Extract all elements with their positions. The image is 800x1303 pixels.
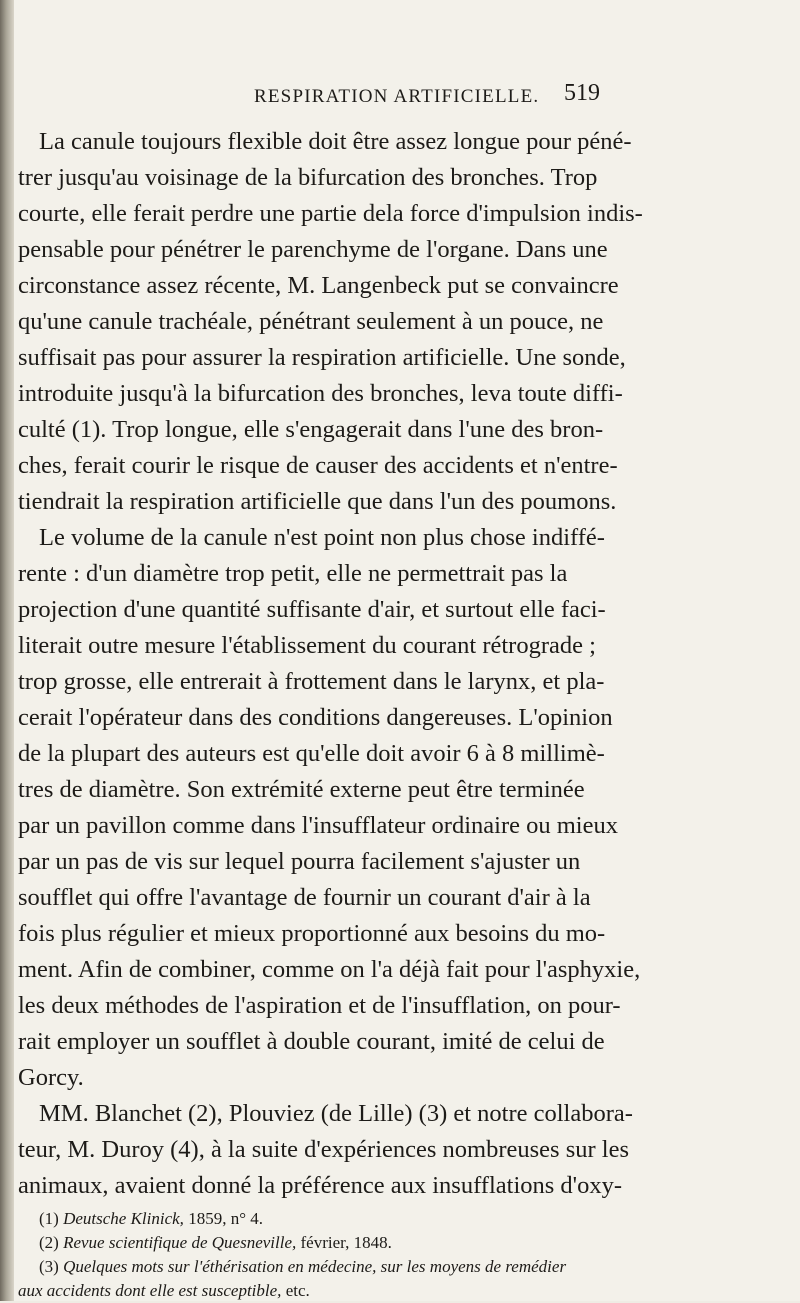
footnote-rest: etc. <box>281 1281 310 1300</box>
text-line: projection d'une quantité suffisante d'air, et surtout elle faci- <box>18 596 606 623</box>
footnote-title: Revue scientifique de Quesneville, <box>63 1233 297 1252</box>
footnote-number: (3) <box>39 1257 59 1276</box>
footnote-number: (2) <box>39 1233 59 1252</box>
text-line: suffisait pas pour assurer la respiration artificielle. Une sonde, <box>18 344 626 371</box>
footnote <box>39 1255 566 1279</box>
text-line: ches, ferait courir le risque de causer des accidents et n'entre- <box>18 452 618 479</box>
text-line: courte, elle ferait perdre une partie dela force d'impulsion indis- <box>18 200 643 227</box>
text-line: culté (1). Trop longue, elle s'engagerait dans l'une des bron- <box>18 416 604 443</box>
text-line: fois plus régulier et mieux proportionné aux besoins du mo- <box>18 920 606 947</box>
footnote-number: (1) <box>39 1209 59 1228</box>
binding-edge <box>0 0 14 1301</box>
text-line: Gorcy. <box>18 1064 84 1091</box>
text-line: qu'une canule trachéale, pénétrant seulement à un pouce, ne <box>18 308 604 335</box>
text-line: cerait l'opérateur dans des conditions dangereuses. L'opinion <box>18 704 613 731</box>
text-line: animaux, avaient donné la préférence aux insufflations d'oxy- <box>18 1172 622 1199</box>
text-line: trer jusqu'au voisinage de la bifurcation des bronches. Trop <box>18 164 598 191</box>
footnote-rest: 1859, n° 4. <box>183 1209 263 1228</box>
page-number: 519 <box>564 80 600 106</box>
text-line: par un pavillon comme dans l'insufflateur ordinaire ou mieux <box>18 812 618 839</box>
footnote <box>39 1207 263 1231</box>
text-line: introduite jusqu'à la bifurcation des bronches, leva toute diffi- <box>18 380 623 407</box>
text-line: literait outre mesure l'établissement du courant rétrograde ; <box>18 632 596 659</box>
running-head <box>14 80 800 116</box>
footnote-title: Quelques mots sur l'éthérisation en médecine, sur les moyens de remédier <box>63 1257 567 1276</box>
text-line: les deux méthodes de l'aspiration et de l'insufflation, on pour- <box>18 992 621 1019</box>
footnote-continuation <box>18 1279 310 1303</box>
text-line: teur, M. Duroy (4), à la suite d'expériences nombreuses sur les <box>18 1136 629 1163</box>
text-line: circonstance assez récente, M. Langenbeck put se convaincre <box>18 272 619 299</box>
footnote <box>39 1231 392 1255</box>
text-line: par un pas de vis sur lequel pourra facilement s'ajuster un <box>18 848 581 875</box>
text-line: rente : d'un diamètre trop petit, elle ne permettrait pas la <box>18 560 568 587</box>
text-line: Le volume de la canule n'est point non plus chose indiffé- <box>39 524 605 551</box>
text-line: de la plupart des auteurs est qu'elle doit avoir 6 à 8 millimè- <box>18 740 605 767</box>
text-line: tres de diamètre. Son extrémité externe peut être terminée <box>18 776 585 803</box>
text-line: soufflet qui offre l'avantage de fournir un courant d'air à la <box>18 884 591 911</box>
text-line: MM. Blanchet (2), Plouviez (de Lille) (3) et notre collabora- <box>39 1100 633 1127</box>
text-line: La canule toujours flexible doit être assez longue pour péné- <box>39 128 632 155</box>
text-line: tiendrait la respiration artificielle que dans l'un des poumons. <box>18 488 617 515</box>
book-page <box>14 0 800 1301</box>
footnote-title: Deutsche Klinick, <box>63 1209 184 1228</box>
footnote-title: aux accidents dont elle est susceptible, <box>18 1281 282 1300</box>
text-line: pensable pour pénétrer le parenchyme de l'organe. Dans une <box>18 236 608 263</box>
running-title: RESPIRATION ARTIFICIELLE. <box>254 86 540 107</box>
text-line: trop grosse, elle entrerait à frottement dans le larynx, et pla- <box>18 668 605 695</box>
footnote-rest: février, 1848. <box>296 1233 392 1252</box>
text-line: ment. Afin de combiner, comme on l'a déjà fait pour l'asphyxie, <box>18 956 641 983</box>
text-line: rait employer un soufflet à double courant, imité de celui de <box>18 1028 605 1055</box>
